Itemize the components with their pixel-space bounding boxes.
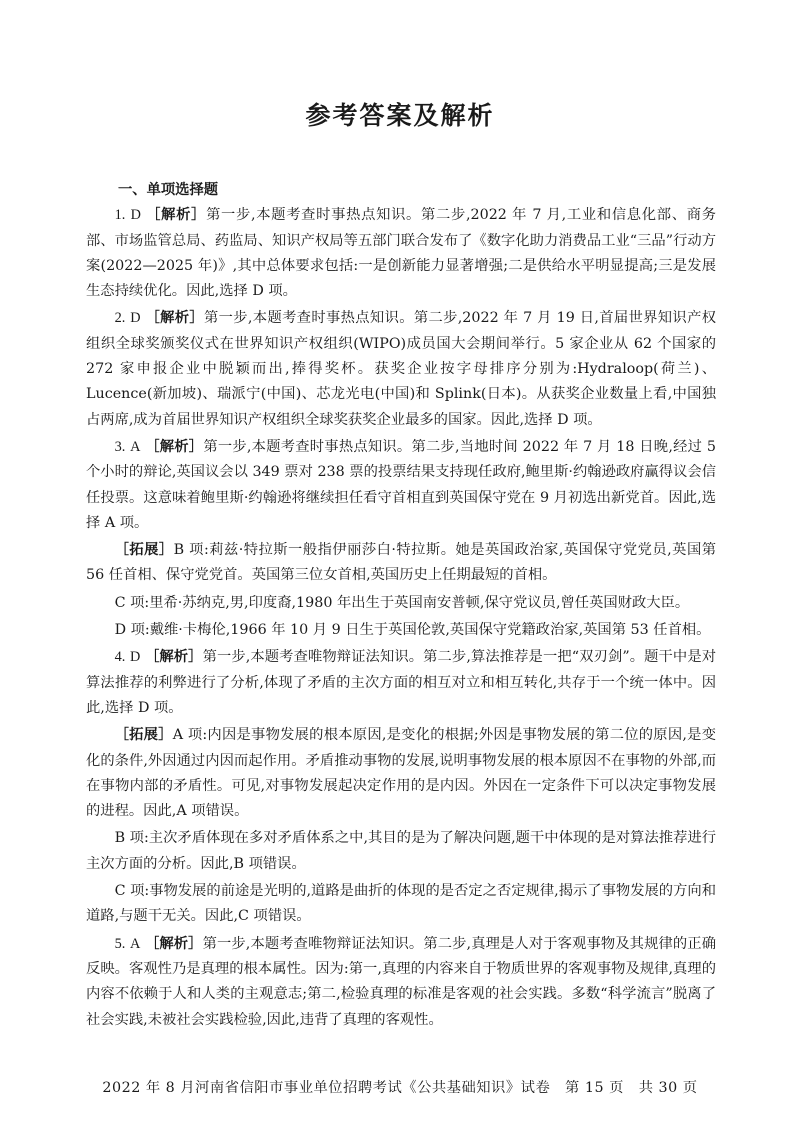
- option-paragraph: [86, 826, 716, 877]
- paragraph-text: 第一步,本题考查时事热点知识。第二步,当地时间 2022 年 7 月 18 日晚,经过 5 个小时的辩论,英国议会以 349 票对 238 票的投票结果支持现任政府,鲍里斯·约翰逊政府赢得议会信任投票。这意味着鲍里斯·约翰逊将继续担任看守首相直到英国保守党在 9 月初选出新党首。因此,选择 A 项。: [86, 438, 717, 531]
- extension-paragraph: [86, 538, 716, 589]
- analysis-tag: ［解析］: [144, 935, 203, 952]
- question-number: 1.: [114, 207, 126, 224]
- question-number: 4.: [114, 649, 126, 666]
- paragraph-text: A 项:内因是事物发展的根本原因,是变化的根据;外因是事物发展的第二位的原因,是变化的条件,外因通过内因而起作用。矛盾推动事物的发展,说明事物发展的根本原因不在事物的外部,而在事物内部的矛盾性。可见,对事物发展起决定作用的是内因。外因在一定条件下可以决定事物发展的进程。因此,A 项错误。: [86, 727, 716, 820]
- question-number: 2.: [114, 310, 126, 327]
- answer-content: [86, 178, 716, 1035]
- answer-paragraph: [86, 306, 716, 432]
- paragraph-text: C 项:事物发展的前途是光明的,道路是曲折的体现的是否定之否定规律,揭示了事物发展的方向和道路,与题干无关。因此,C 项错误。: [86, 883, 716, 925]
- extension-tag: ［拓展］: [114, 542, 174, 559]
- paragraph-text: C 项:里希·苏纳克,男,印度裔,1980 年出生于英国南安普顿,保守党议员,曾任英国财政大臣。: [114, 594, 690, 611]
- answer-letter: A: [130, 438, 141, 455]
- answer-letter: D: [130, 207, 141, 224]
- extension-tag: ［拓展］: [114, 727, 173, 744]
- section-heading: 一、单项选择题: [118, 182, 219, 198]
- paragraph-text: 第一步,本题考查唯物辩证法知识。第二步,算法推荐是一把“双刃剑”。题干中是对算法推荐的利弊进行了分析,体现了矛盾的主次方面的相互对立和相互转化,共存于一个统一体中。因此,选择 D 项。: [86, 649, 717, 716]
- analysis-tag: ［解析］: [146, 207, 207, 224]
- paragraph-text: 第一步,本题考查唯物辩证法知识。第二步,真理是人对于客观事物及其规律的正确反映。客观性乃是真理的根本属性。因为:第一,真理的内容来自于物质世界的客观事物及规律,真理的内容不依赖于人和人类的主观意志;第二,检验真理的标准是客观的社会实践。多数“科学流言”脱离了社会实践,未被社会实践检验,因此,违背了真理的客观性。: [86, 935, 716, 1028]
- answer-letter: A: [129, 935, 141, 952]
- analysis-tag: ［解析］: [145, 310, 204, 327]
- answer-paragraph: [86, 932, 716, 1033]
- question-number: 3.: [114, 438, 126, 455]
- paragraph-text: 第一步,本题考查时事热点知识。第二步,2022 年 7 月,工业和信息化部、商务部、市场监管总局、药监局、知识产权局等五部门联合发布了《数字化助力消费品工业“三品”行动方案(2022—2025 年)》,其中总体要求包括:一是创新能力显著增强;二是供给水平明显提高;三是发展生态持续优化。因此,选择 D 项。: [86, 207, 717, 300]
- analysis-tag: ［解析］: [145, 438, 204, 455]
- option-paragraph: [86, 879, 716, 930]
- analysis-tag: ［解析］: [144, 649, 203, 666]
- paragraph-text: B 项:莉兹·特拉斯一般指伊丽莎白·特拉斯。她是英国政治家,英国保守党党员,英国第 56 任首相、保守党党首。英国第三位女首相,英国历史上任期最短的首相。: [86, 542, 717, 584]
- page-footer: 2022 年 8 月河南省信阳市事业单位招聘考试《公共基础知识》试卷 第 15 页 共 30 页: [102, 1080, 698, 1096]
- option-paragraph: [86, 618, 716, 643]
- option-paragraph: [86, 591, 716, 616]
- paragraph-text: D 项:戴维·卡梅伦,1966 年 10 月 9 日生于英国伦敦,英国保守党籍政治家,英国第 53 任首相。: [114, 622, 711, 639]
- extension-paragraph: [86, 723, 716, 824]
- paragraph-text: B 项:主次矛盾体现在多对矛盾体系之中,其目的是为了解决问题,题干中体现的是对算法推荐进行主次方面的分析。因此,B 项错误。: [86, 830, 716, 872]
- paragraph-text: 第一步,本题考查时事热点知识。第二步,2022 年 7 月 19 日,首届世界知识产权组织全球奖颁奖仪式在世界知识产权组织(WIPO)成员国大会期间举行。5 家企业从 62 个国家的 272 家申报企业中脱颖而出,捧得奖杯。获奖企业按字母排序分别为:Hydraloop(荷兰)、Lucence(新加坡)、瑞派宁(中国)、芯龙光电(中国)和 Splink(日本)。从获奖企业数量上看,中国独占两席,成为首届世界知识产权组织全球奖获奖企业最多的国家。因此,选择 D 项。: [86, 310, 716, 428]
- question-number: 5.: [114, 935, 126, 952]
- answer-paragraph: [86, 203, 716, 304]
- answer-letter: D: [130, 310, 141, 327]
- answer-paragraph: [86, 645, 716, 721]
- answer-paragraph: [86, 435, 716, 536]
- answer-letter: D: [129, 649, 141, 666]
- page-title: 参考答案及解析: [305, 101, 495, 130]
